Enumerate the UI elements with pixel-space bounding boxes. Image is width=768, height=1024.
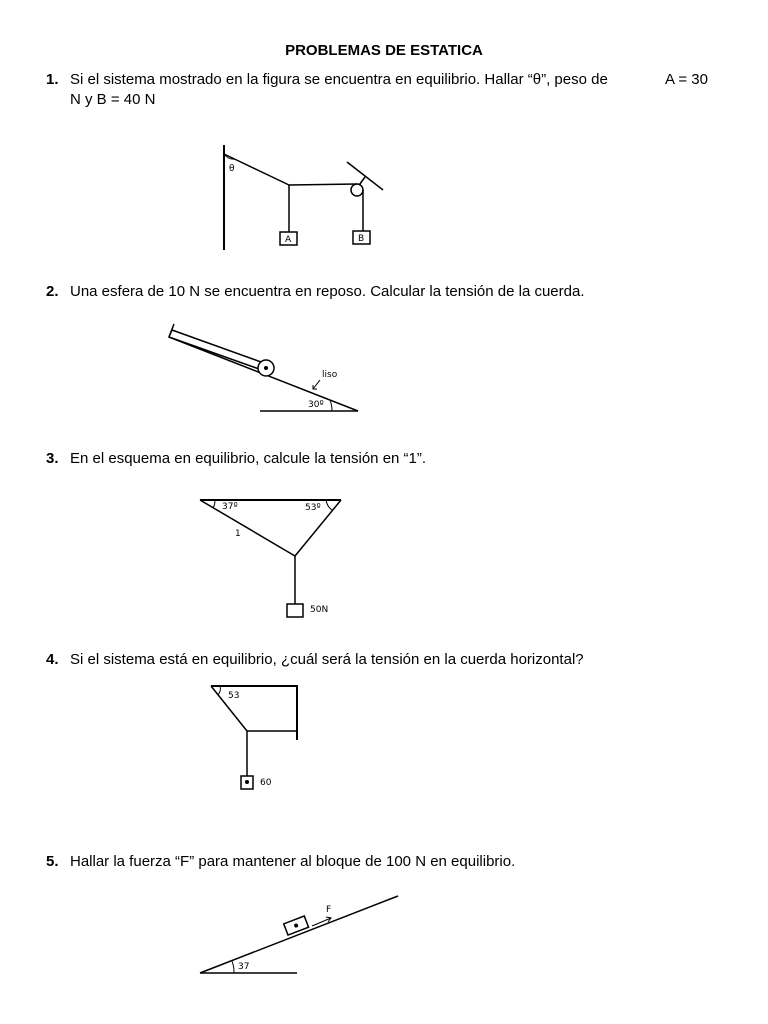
incline xyxy=(200,896,398,973)
angle-right-arc xyxy=(326,500,332,510)
weight-label: 50N xyxy=(310,605,329,615)
problem-1-line-1: Si el sistema mostrado en la figura se encuentra en equilibrio. Hallar “θ”, peso de xyxy=(70,71,608,88)
problem-1-figure xyxy=(200,140,400,255)
angle-label: 37 xyxy=(238,962,250,972)
problem-1-text xyxy=(70,70,608,110)
problem-5-number: 5. xyxy=(46,853,59,870)
sphere-center xyxy=(264,366,268,370)
page-title: PROBLEMAS DE ESTATICA xyxy=(285,42,483,59)
angle-label: 53 xyxy=(228,691,240,701)
problem-1-line-2: N y B = 40 N xyxy=(70,91,156,108)
pulley xyxy=(351,184,363,196)
angle-arc xyxy=(218,686,220,695)
problem-4-figure xyxy=(205,680,305,795)
block-a-label: A xyxy=(285,235,292,245)
rope-horizontal xyxy=(289,184,357,185)
theta-label: θ xyxy=(229,164,235,174)
problem-5-text: Hallar la fuerza “F” para mantener al bloque de 100 N en equilibrio. xyxy=(70,853,516,870)
angle-label: 30º xyxy=(308,400,324,410)
angle-arc xyxy=(330,400,332,411)
rope-1-label: 1 xyxy=(235,529,241,539)
angle-left-label: 37º xyxy=(222,502,238,512)
smooth-arrow xyxy=(313,380,320,389)
block-b-label: B xyxy=(358,234,365,244)
problem-2-figure xyxy=(160,315,370,420)
block xyxy=(287,604,303,617)
problem-5-figure xyxy=(195,890,405,980)
angle-arc xyxy=(232,961,234,973)
weight-label: 60 xyxy=(260,778,272,788)
problem-4-text: Si el sistema está en equilibrio, ¿cuál será la tensión en la cuerda horizontal? xyxy=(70,651,584,668)
angle-left-arc xyxy=(213,500,215,508)
block-dot xyxy=(245,780,249,784)
problem-2-number: 2. xyxy=(46,283,59,300)
problem-4-number: 4. xyxy=(46,651,59,668)
rope-1 xyxy=(200,500,295,556)
problem-1-weight-a: A = 30 xyxy=(665,71,708,88)
problem-3-text: En el esquema en equilibrio, calcule la tensión en “1”. xyxy=(70,450,427,467)
problem-1-number: 1. xyxy=(46,71,59,88)
rope-bar xyxy=(169,330,261,369)
smooth-label: liso xyxy=(322,370,338,380)
force-label: F xyxy=(326,905,332,915)
problem-2-text: Una esfera de 10 N se encuentra en reposo. Calcular la tensión de la cuerda. xyxy=(70,283,585,300)
angle-right-label: 53º xyxy=(305,503,321,513)
problem-3-number: 3. xyxy=(46,450,59,467)
problem-3-figure xyxy=(195,495,355,620)
